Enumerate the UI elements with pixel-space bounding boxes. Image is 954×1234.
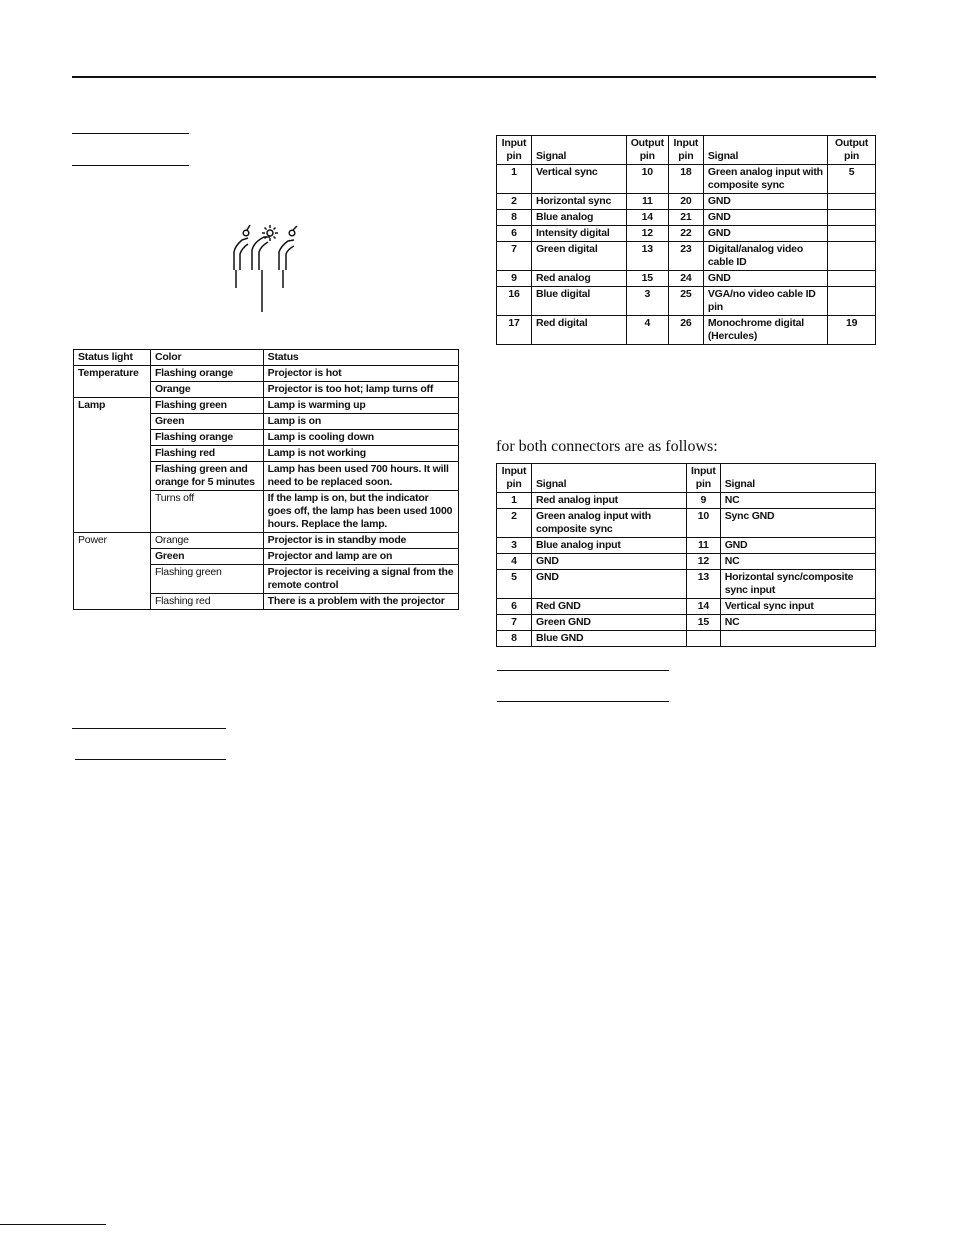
status-cell: Lamp is not working bbox=[263, 446, 458, 462]
input-pin-cell: 2 bbox=[497, 509, 532, 538]
input-pin-cell: 24 bbox=[668, 271, 703, 287]
signal-cell bbox=[720, 631, 875, 647]
signal-cell: NC bbox=[720, 493, 875, 509]
signal-cell: Sync GND bbox=[720, 509, 875, 538]
input-pin-cell bbox=[687, 631, 721, 647]
heading-underline bbox=[75, 759, 226, 760]
header-rule bbox=[72, 76, 876, 78]
status-cell: Lamp is warming up bbox=[263, 398, 458, 414]
heading-underline bbox=[72, 728, 226, 729]
table-row bbox=[497, 242, 876, 271]
input-pin-cell: 26 bbox=[668, 316, 703, 345]
status-light-table bbox=[73, 349, 459, 610]
input-pin-cell: 2 bbox=[497, 194, 532, 210]
connector-pin-table bbox=[496, 463, 876, 647]
input-pin-cell: 9 bbox=[497, 271, 532, 287]
input-pin-cell: 10 bbox=[687, 509, 721, 538]
signal-cell: VGA/no video cable ID pin bbox=[703, 287, 827, 316]
output-pin-cell bbox=[828, 287, 876, 316]
output-pin-cell bbox=[828, 194, 876, 210]
signal-cell: Digital/analog video cable ID bbox=[703, 242, 827, 271]
status-cell: There is a problem with the projector bbox=[263, 594, 458, 610]
input-pin-cell: 1 bbox=[497, 165, 532, 194]
footer-rule bbox=[0, 1224, 106, 1225]
signal-cell: Red analog bbox=[531, 271, 626, 287]
input-pin-cell: 1 bbox=[497, 493, 532, 509]
status-cell: Projector and lamp are on bbox=[263, 549, 458, 565]
status-cell: Projector is receiving a signal from the remote control bbox=[263, 565, 458, 594]
color-cell: Orange bbox=[150, 382, 263, 398]
status-cell: Projector is in standby mode bbox=[263, 533, 458, 549]
header-input-pin: Input pin bbox=[687, 464, 721, 493]
header-signal: Signal bbox=[720, 464, 875, 493]
input-pin-cell: 8 bbox=[497, 210, 532, 226]
power-icon bbox=[289, 226, 297, 236]
signal-cell: Horizontal sync bbox=[531, 194, 626, 210]
color-cell: Green bbox=[150, 549, 263, 565]
output-pin-cell bbox=[828, 226, 876, 242]
table-row bbox=[74, 398, 459, 414]
input-pin-cell: 9 bbox=[687, 493, 721, 509]
table-row bbox=[497, 554, 876, 570]
input-pin-cell: 6 bbox=[497, 226, 532, 242]
signal-cell: GND bbox=[703, 271, 827, 287]
input-pin-cell: 11 bbox=[687, 538, 721, 554]
table-header-row bbox=[497, 464, 876, 493]
signal-cell: Blue analog input bbox=[531, 538, 686, 554]
signal-cell: Intensity digital bbox=[531, 226, 626, 242]
header-input-pin: Input pin bbox=[497, 464, 532, 493]
heading-underline bbox=[72, 165, 189, 166]
input-pin-cell: 12 bbox=[687, 554, 721, 570]
status-cell: Lamp has been used 700 hours. It will need to be replaced soon. bbox=[263, 462, 458, 491]
status-light-power: Power bbox=[74, 533, 151, 610]
input-pin-cell: 7 bbox=[497, 242, 532, 271]
lamp-icon bbox=[262, 225, 278, 241]
header-input-pin: Input pin bbox=[668, 136, 703, 165]
heading-underline bbox=[497, 670, 669, 671]
color-cell: Green bbox=[150, 414, 263, 430]
thermometer-icon bbox=[243, 225, 250, 236]
header-output-pin: Output pin bbox=[828, 136, 876, 165]
output-pin-cell: 19 bbox=[828, 316, 876, 345]
input-pin-cell: 18 bbox=[668, 165, 703, 194]
status-light-lamp: Lamp bbox=[74, 398, 151, 533]
table-header-row bbox=[74, 350, 459, 366]
input-pin-cell: 21 bbox=[668, 210, 703, 226]
input-pin-cell: 13 bbox=[687, 570, 721, 599]
table-row bbox=[497, 287, 876, 316]
color-cell: Flashing orange bbox=[150, 430, 263, 446]
output-pin-cell: 15 bbox=[626, 271, 668, 287]
table-row bbox=[497, 210, 876, 226]
color-cell: Flashing red bbox=[150, 594, 263, 610]
signal-cell: Green analog input with composite sync bbox=[531, 509, 686, 538]
table-row bbox=[497, 316, 876, 345]
header-output-pin: Output pin bbox=[626, 136, 668, 165]
status-cell: Lamp is cooling down bbox=[263, 430, 458, 446]
color-cell: Orange bbox=[150, 533, 263, 549]
input-pin-cell: 7 bbox=[497, 615, 532, 631]
signal-cell: Red GND bbox=[531, 599, 686, 615]
signal-cell: Horizontal sync/composite sync input bbox=[720, 570, 875, 599]
signal-cell: Green GND bbox=[531, 615, 686, 631]
table-row bbox=[497, 226, 876, 242]
table-row bbox=[497, 194, 876, 210]
output-pin-cell: 5 bbox=[828, 165, 876, 194]
status-cell: Projector is too hot; lamp turns off bbox=[263, 382, 458, 398]
output-pin-cell bbox=[828, 271, 876, 287]
table-row bbox=[497, 165, 876, 194]
heading-underline bbox=[72, 133, 189, 134]
status-light-temperature: Temperature bbox=[74, 366, 151, 398]
signal-cell: Blue GND bbox=[531, 631, 686, 647]
header-status-light: Status light bbox=[74, 350, 151, 366]
color-cell: Flashing green bbox=[150, 565, 263, 594]
output-pin-cell bbox=[828, 242, 876, 271]
input-pin-cell: 14 bbox=[687, 599, 721, 615]
status-cell: Lamp is on bbox=[263, 414, 458, 430]
table-row bbox=[497, 570, 876, 599]
signal-cell: Red digital bbox=[531, 316, 626, 345]
table-row bbox=[497, 615, 876, 631]
table-row bbox=[497, 509, 876, 538]
signal-cell: Green digital bbox=[531, 242, 626, 271]
input-pin-cell: 3 bbox=[497, 538, 532, 554]
signal-cell: GND bbox=[531, 570, 686, 599]
input-pin-cell: 25 bbox=[668, 287, 703, 316]
color-cell: Flashing green bbox=[150, 398, 263, 414]
table-row bbox=[74, 366, 459, 382]
input-pin-cell: 8 bbox=[497, 631, 532, 647]
color-cell: Turns off bbox=[150, 491, 263, 533]
indicator-lights-illustration bbox=[226, 222, 306, 314]
input-pin-cell: 6 bbox=[497, 599, 532, 615]
input-pin-cell: 17 bbox=[497, 316, 532, 345]
table-row bbox=[497, 493, 876, 509]
table-row bbox=[497, 271, 876, 287]
input-pin-cell: 4 bbox=[497, 554, 532, 570]
output-pin-cell: 11 bbox=[626, 194, 668, 210]
output-pin-cell: 12 bbox=[626, 226, 668, 242]
output-pin-cell bbox=[828, 210, 876, 226]
signal-cell: Vertical sync input bbox=[720, 599, 875, 615]
signal-cell: NC bbox=[720, 615, 875, 631]
table-row bbox=[497, 599, 876, 615]
status-cell: Projector is hot bbox=[263, 366, 458, 382]
input-pin-cell: 23 bbox=[668, 242, 703, 271]
input-pin-cell: 16 bbox=[497, 287, 532, 316]
color-cell: Flashing red bbox=[150, 446, 263, 462]
header-status: Status bbox=[263, 350, 458, 366]
input-pin-cell: 5 bbox=[497, 570, 532, 599]
input-pin-cell: 22 bbox=[668, 226, 703, 242]
signal-cell: Green analog input with composite sync bbox=[703, 165, 827, 194]
signal-cell: GND bbox=[531, 554, 686, 570]
connector-intro-text: for both connectors are as follows: bbox=[496, 438, 718, 455]
signal-cell: GND bbox=[703, 194, 827, 210]
table-row bbox=[497, 538, 876, 554]
heading-underline bbox=[497, 701, 669, 702]
signal-cell: Vertical sync bbox=[531, 165, 626, 194]
signal-cell: Monochrome digital (Hercules) bbox=[703, 316, 827, 345]
header-color: Color bbox=[150, 350, 263, 366]
signal-cell: GND bbox=[703, 210, 827, 226]
table-header-row bbox=[497, 136, 876, 165]
signal-cell: NC bbox=[720, 554, 875, 570]
input-pin-cell: 20 bbox=[668, 194, 703, 210]
signal-cell: GND bbox=[720, 538, 875, 554]
signal-cell: Blue analog bbox=[531, 210, 626, 226]
header-signal: Signal bbox=[703, 136, 827, 165]
color-cell: Flashing green and orange for 5 minutes bbox=[150, 462, 263, 491]
header-input-pin: Input pin bbox=[497, 136, 532, 165]
status-cell: If the lamp is on, but the indicator goes off, the lamp has been used 1000 hours. Replace the lamp. bbox=[263, 491, 458, 533]
table-row bbox=[497, 631, 876, 647]
signal-cell: GND bbox=[703, 226, 827, 242]
output-pin-cell: 13 bbox=[626, 242, 668, 271]
table-row bbox=[74, 533, 459, 549]
header-signal: Signal bbox=[531, 136, 626, 165]
output-pin-cell: 4 bbox=[626, 316, 668, 345]
output-pin-cell: 10 bbox=[626, 165, 668, 194]
color-cell: Flashing orange bbox=[150, 366, 263, 382]
signal-cell: Red analog input bbox=[531, 493, 686, 509]
signal-cell: Blue digital bbox=[531, 287, 626, 316]
output-pin-cell: 14 bbox=[626, 210, 668, 226]
input-pin-cell: 15 bbox=[687, 615, 721, 631]
input-output-pin-table bbox=[496, 135, 876, 345]
header-signal: Signal bbox=[531, 464, 686, 493]
output-pin-cell: 3 bbox=[626, 287, 668, 316]
